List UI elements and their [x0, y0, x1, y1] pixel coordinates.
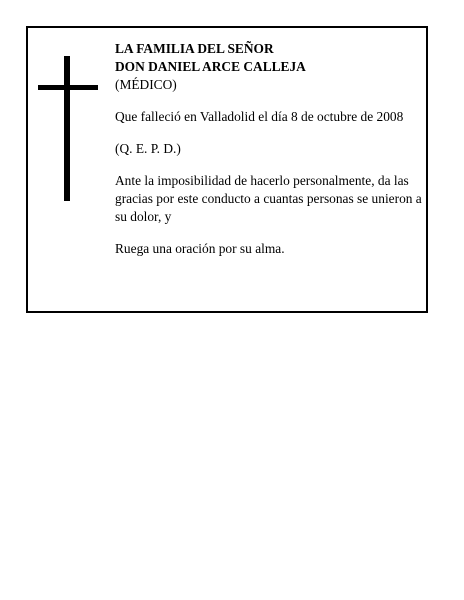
thanks-text: Ante la imposibilidad de hacerlo personalmente, da las gracias por este conducto a cuantas personas se unieron a su dolor, y — [115, 173, 422, 224]
prayer-request: Ruega una oración por su alma. — [115, 241, 285, 256]
death-statement: Que falleció en Valladolid el día 8 de octubre de 2008 — [115, 109, 404, 124]
family-heading-line-1: LA FAMILIA DEL SEÑOR — [115, 41, 274, 56]
obituary-notice — [26, 26, 428, 313]
cross-horizontal-bar — [38, 85, 98, 90]
notice-text — [115, 40, 423, 258]
family-heading-line-2: DON DANIEL ARCE CALLEJA — [115, 59, 306, 74]
rip-text: (Q. E. P. D.) — [115, 141, 181, 156]
cross-icon — [38, 56, 98, 201]
profession-text: (MÉDICO) — [115, 77, 177, 92]
cross-vertical-bar — [64, 56, 70, 201]
